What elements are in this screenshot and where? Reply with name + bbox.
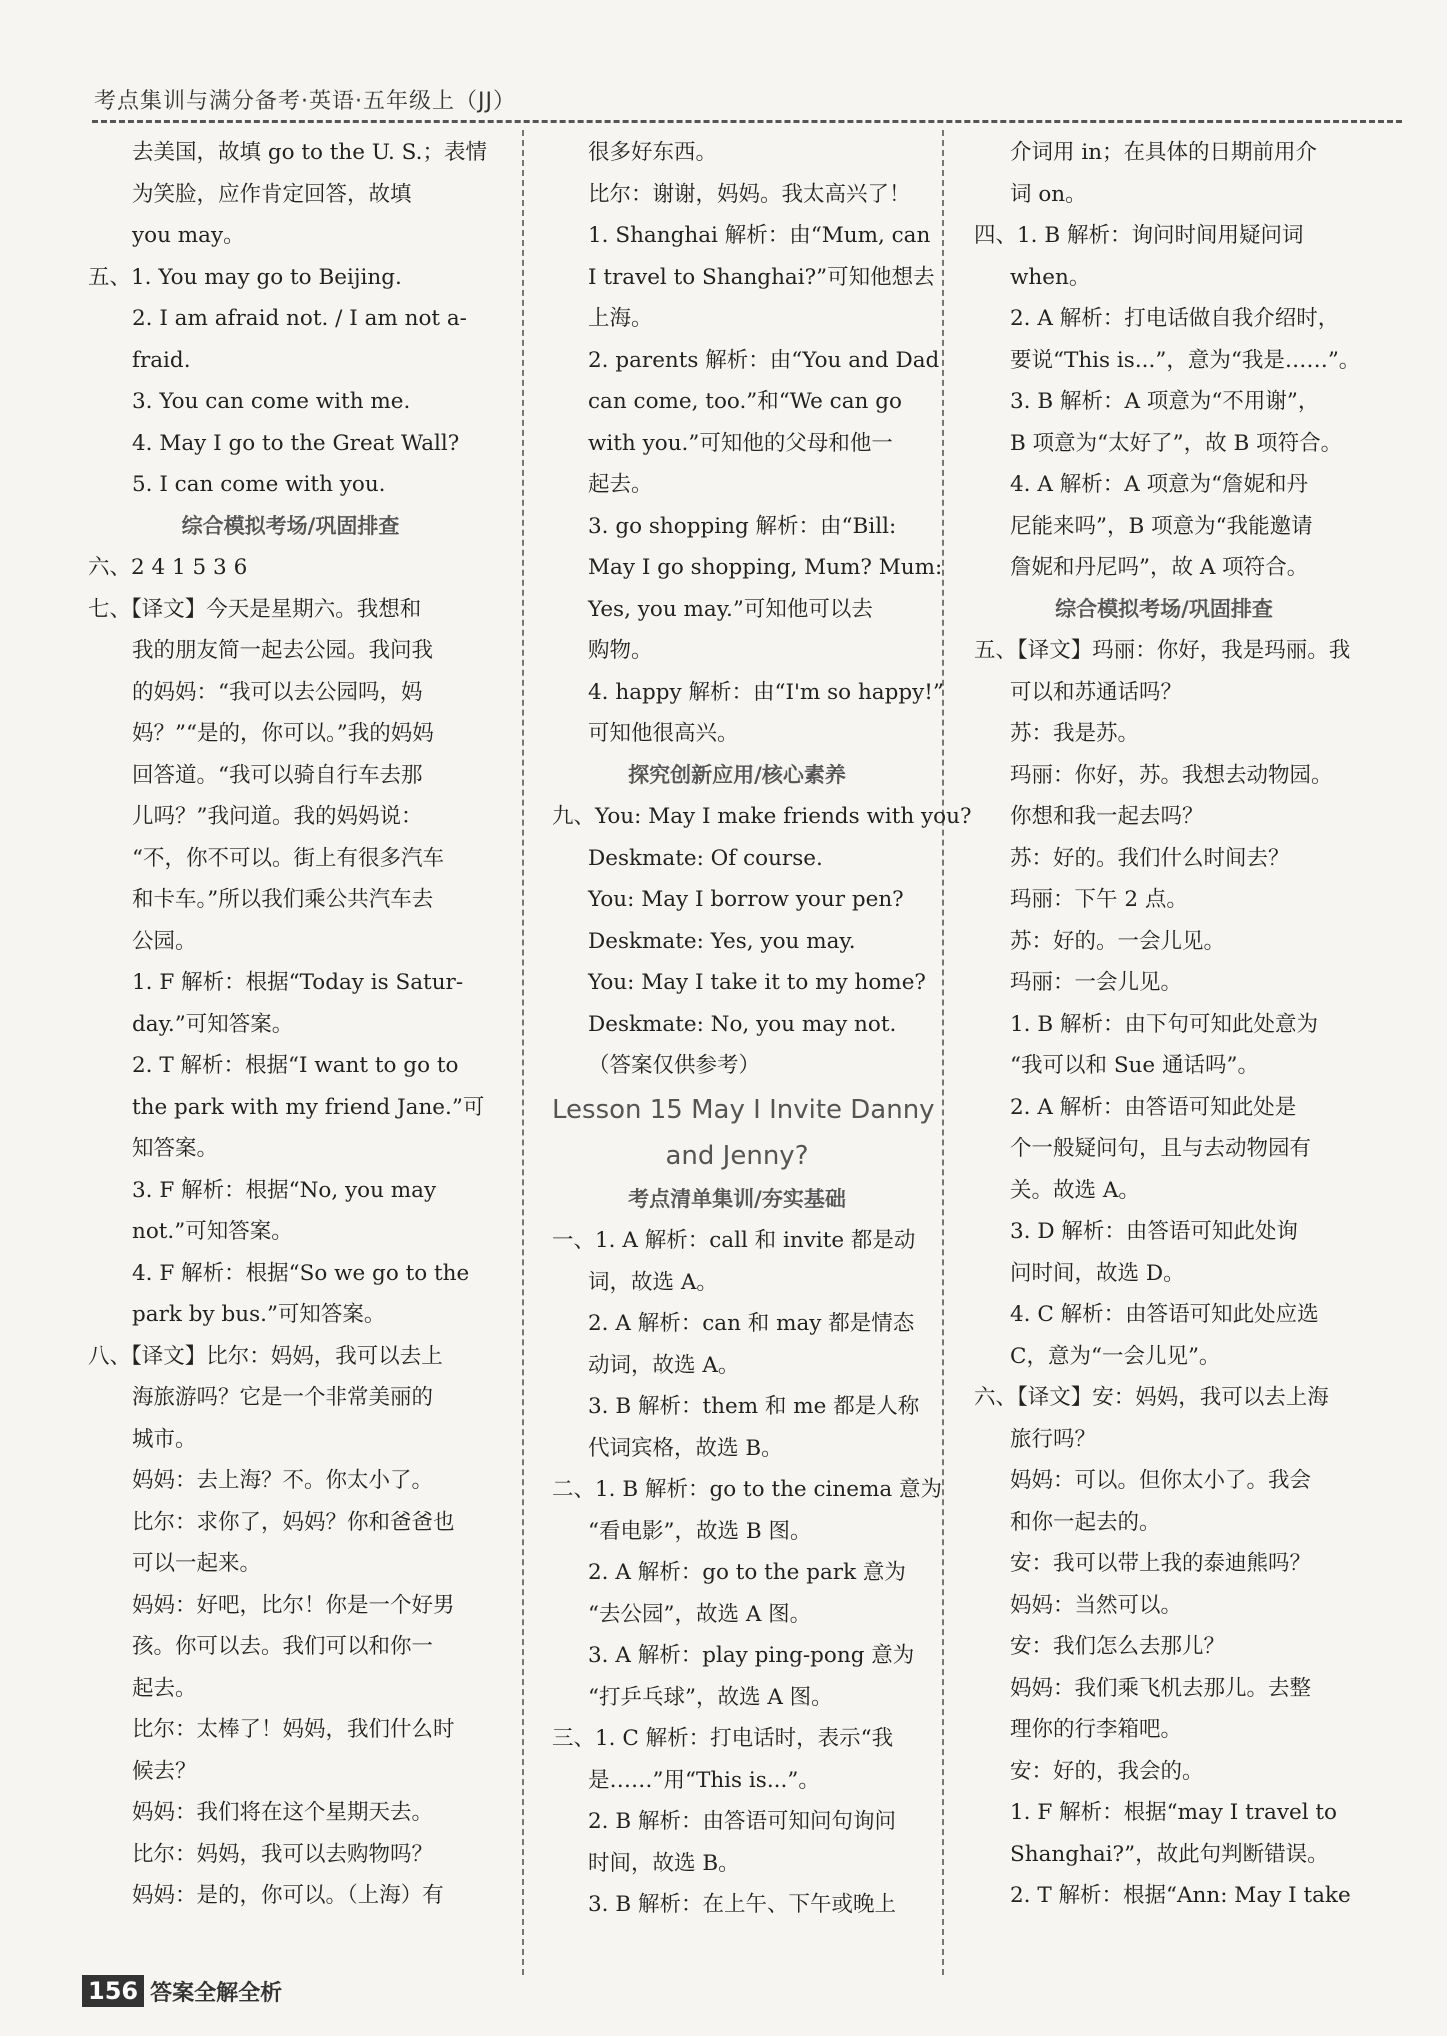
text-line: 动词，故选 A。 [588,1352,740,1378]
text-line: 比尔：求你了，妈妈？你和爸爸也 [132,1509,455,1535]
text-line: 问时间，故选 D。 [1010,1260,1185,1286]
text-line: B 项意为“太好了”，故 B 项符合。 [1010,430,1343,456]
text-line: 五、1. You may go to Beijing. [88,264,402,290]
text-line: 4. A 解析：A 项意为“詹妮和丹 [1010,472,1309,497]
text-line: 玛丽：你好，苏。我想去动物园。 [1010,762,1333,788]
text-line: 比尔：太棒了！妈妈，我们什么时 [132,1717,455,1742]
text-line: 3. F 解析：根据“No, you may [132,1177,437,1203]
text-line: 玛丽：一会儿见。 [1010,970,1183,995]
text-line: You: May I take it to my home? [588,970,926,995]
text-line: 詹妮和丹尼吗”，故 A 项符合。 [1010,555,1309,580]
text-line: 为笑脸，应作肯定回答，故填 [132,181,412,207]
text-line: May I go shopping, Mum? Mum: [588,555,943,580]
column-divider-1 [522,130,524,1975]
text-line: Deskmate: No, you may not. [588,1011,897,1037]
text-line: 回答道。“我可以骑自行车去那 [132,762,423,788]
text-line: 妈妈：去上海？不。你太小了。 [132,1468,434,1493]
text-line: 可知他很高兴。 [588,721,739,746]
text-line: 九、You: May I make friends with you? [552,804,972,829]
text-line: 3. B 解析：A 项意为“不用谢”， [1010,389,1320,414]
text-line: 时间，故选 B。 [588,1850,740,1876]
text-line: 旅行吗？ [1010,1426,1097,1452]
text-line: 儿吗？”我问道。我的妈妈说： [132,804,423,829]
text-line: 1. B 解析：由下句可知此处意为 [1010,1011,1318,1037]
text-line: 4. happy 解析：由“I'm so happy!” [588,679,944,705]
text-line: 可以一起来。 [132,1551,262,1576]
text-line: 3. B 解析：在上午、下午或晚上 [588,1892,896,1917]
text-line: 4. May I go to the Great Wall? [132,430,460,456]
text-line: you may。 [132,223,245,248]
text-line: C，意为“一会儿见”。 [1010,1343,1221,1369]
text-line: 苏：我是苏。 [1010,721,1140,746]
text-line: 可以和苏通话吗？ [1010,679,1183,705]
text-line: 五、【译文】玛丽：你好，我是玛丽。我 [974,638,1351,663]
text-line: 词，故选 A。 [588,1269,718,1295]
footer-label: 答案全解全析 [150,1980,283,2006]
text-line: 四、1. B 解析：询问时间用疑问词 [974,223,1304,248]
text-line: 2. A 解析：打电话做自我介绍时， [1010,306,1340,331]
book-title: 考点集训与满分备考·英语·五年级上（JJ） [94,89,516,114]
text-line: 2. A 解析：can 和 may 都是情态 [588,1311,915,1336]
text-line: “不，你不可以。街上有很多汽车 [132,845,444,871]
column-right [974,132,1361,1946]
text-line: 安：我可以带上我的泰迪熊吗？ [1010,1551,1312,1576]
column-left [88,132,493,1946]
text-line: 2. parents 解析：由“You and Dad [588,347,940,373]
running-header [92,80,1402,123]
text-line: 妈？”“是的，你可以。”我的妈妈 [132,721,434,746]
text-line: “我可以和 Sue 通话吗”。 [1010,1053,1259,1078]
column-middle [552,132,972,1946]
text-line: 六、2 4 1 5 3 6 [88,555,248,580]
text-line: 一、1. A 解析：call 和 invite 都是动 [552,1228,916,1253]
text-line: 安：好的，我会的。 [1010,1758,1204,1784]
text-line: 你想和我一起去吗？ [1010,804,1204,829]
text-line: 3. B 解析：them 和 me 都是人称 [588,1394,920,1419]
text-line: 理你的行李箱吧。 [1010,1717,1183,1742]
text-line: （答案仅供参考） [588,1053,761,1078]
text-line: 妈妈：好吧，比尔！你是一个好男 [132,1592,455,1618]
text-line: 2. I am afraid not. / I am not a- [132,306,467,331]
text-line: 妈妈：可以。但你太小了。我会 [1010,1468,1312,1493]
text-line: 个一般疑问句，且与去动物园有 [1010,1136,1312,1161]
text-line: 关。故选 A。 [1010,1177,1140,1203]
text-line: 3. You can come with me. [132,389,411,414]
text-line: 妈妈：当然可以。 [1010,1592,1183,1618]
text-line: fraid. [132,347,191,373]
text-line: 介词用 in；在具体的日期前用介 [1010,140,1318,165]
text-line: “看电影”，故选 B 图。 [588,1518,812,1544]
text-line: 1. Shanghai 解析：由“Mum, can [588,223,931,248]
text-line: 的妈妈：“我可以去公园吗，妈 [132,679,423,705]
text-line: 代词宾格，故选 B。 [588,1435,783,1461]
text-line: 孩。你可以去。我们可以和你一 [132,1634,434,1659]
text-line: not.”可知答案。 [132,1219,293,1244]
text-line: 很多好东西。 [588,140,718,165]
section-heading: 综合模拟考场/巩固排查 [181,513,400,538]
text-line: day.”可知答案。 [132,1011,294,1037]
section-heading: 考点清单集训/夯实基础 [628,1186,846,1211]
text-line: 公园。 [132,928,197,954]
text-line: Shanghai?”，故此句判断错误。 [1010,1841,1329,1867]
text-line: 3. A 解析：play ping-pong 意为 [588,1643,915,1668]
text-line: 候去？ [132,1758,197,1784]
text-line: with you.”可知他的父母和他一 [588,430,893,456]
lesson-title: and Jenny? [665,1140,809,1171]
text-line: “打乒乓球”，故选 A 图。 [588,1684,833,1710]
lesson-title: Lesson 15 May I Invite Danny [552,1094,935,1125]
text-line: 三、1. C 解析：打电话时，表示“我 [552,1726,894,1751]
text-line: 是……”用“This is...”。 [588,1767,820,1793]
page-number: 156 [82,1975,144,2007]
text-line: 玛丽：下午 2 点。 [1010,887,1188,912]
text-line: 4. C 解析：由答语可知此处应选 [1010,1302,1319,1327]
text-line: 安：我们怎么去那儿？ [1010,1634,1226,1659]
text-line: 1. F 解析：根据“Today is Satur- [132,970,464,995]
page-footer [82,1972,282,2010]
text-line: 比尔：妈妈，我可以去购物吗？ [132,1841,434,1867]
text-line: 城市。 [132,1426,197,1452]
text-line: 六、【译文】安：妈妈，我可以去上海 [974,1385,1329,1410]
text-line: 知答案。 [132,1136,219,1161]
section-heading: 综合模拟考场/巩固排查 [1055,596,1273,621]
text-line: 妈妈：我们将在这个星期天去。 [132,1800,434,1825]
text-line: 词 on。 [1010,181,1087,207]
text-line: 上海。 [588,306,653,331]
text-line: 二、1. B 解析：go to the cinema 意为 [552,1477,943,1502]
text-line: 去美国，故填 go to the U. S.；表情 [132,140,487,165]
text-line: 妈妈：是的，你可以。（上海）有 [132,1883,444,1908]
text-line: 八、【译文】比尔：妈妈，我可以去上 [88,1343,443,1369]
text-line: Deskmate: Of course. [588,845,823,871]
section-heading: 探究创新应用/核心素养 [628,762,846,787]
text-line: 购物。 [588,638,653,663]
text-line: 2. B 解析：由答语可知问句询问 [588,1809,896,1834]
text-line: park by bus.”可知答案。 [132,1302,386,1327]
text-line: 海旅游吗？它是一个非常美丽的 [132,1385,434,1410]
text-line: 比尔：谢谢，妈妈。我太高兴了！ [588,181,911,207]
text-line: 4. F 解析：根据“So we go to the [132,1260,470,1286]
text-line: can come, too.”和“We can go [588,389,902,414]
text-line: 要说“This is...”，意为“我是……”。 [1010,347,1361,373]
text-line: when。 [1010,264,1091,290]
text-line: 和卡车。”所以我们乘公共汽车去 [132,887,434,912]
text-line: 和你一起去的。 [1010,1509,1161,1535]
text-line: 1. F 解析：根据“may I travel to [1010,1800,1338,1825]
text-line: 5. I can come with you. [132,472,386,497]
text-line: 2. T 解析：根据“I want to go to [132,1053,459,1078]
text-line: I travel to Shanghai?”可知他想去 [588,264,935,290]
text-line: 起去。 [132,1675,197,1701]
text-line: Yes, you may.”可知他可以去 [588,596,873,622]
text-line: Deskmate: Yes, you may. [588,928,856,954]
text-line: 苏：好的。一会儿见。 [1010,928,1226,954]
text-line: 2. T 解析：根据“Ann: May I take [1010,1883,1351,1908]
text-line: You: May I borrow your pen? [588,887,904,912]
text-line: 起去。 [588,472,653,497]
text-line: 我的朋友简一起去公园。我问我 [132,638,434,663]
text-line: 3. go shopping 解析：由“Bill: [588,513,897,539]
text-line: “去公园”，故选 A 图。 [588,1601,812,1627]
text-line: 2. A 解析：由答语可知此处是 [1010,1094,1297,1120]
text-line: 3. D 解析：由答语可知此处询 [1010,1219,1298,1244]
text-line: 尼能来吗”，B 项意为“我能邀请 [1010,513,1313,539]
text-line: the park with my friend Jane.”可 [132,1094,485,1120]
text-line: 2. A 解析：go to the park 意为 [588,1560,906,1585]
text-line: 苏：好的。我们什么时间去？ [1010,845,1290,871]
text-line: 七、【译文】今天是星期六。我想和 [88,596,422,622]
text-line: 妈妈：我们乘飞机去那儿。去整 [1010,1675,1312,1701]
column-divider-2 [942,130,944,1975]
